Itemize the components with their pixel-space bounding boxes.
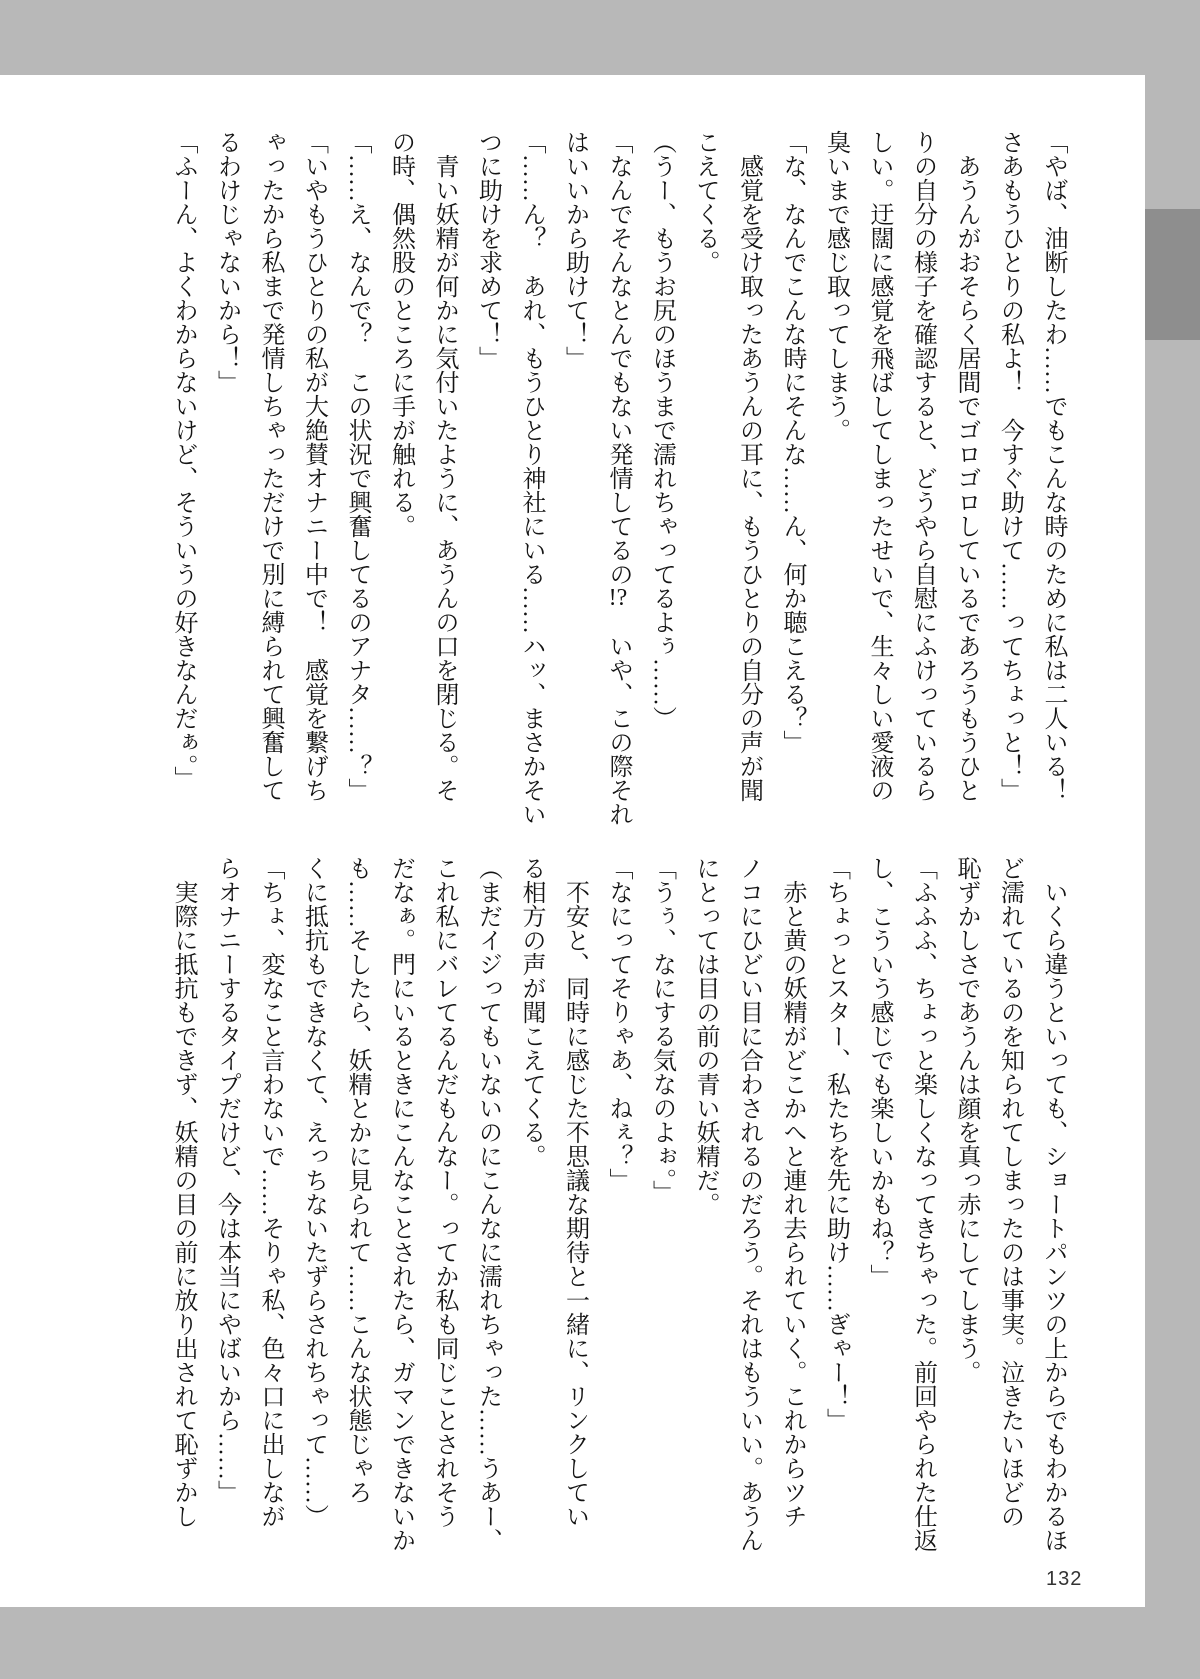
- text-column: 「な、なんでこんな時にそんな……ん、何か聴こえる？」: [779, 130, 805, 754]
- text-column: にとっては目の前の青い妖精だ。: [692, 856, 718, 1216]
- text-column: くに抵抗もできなくて、えっちないたずらされちゃって……）: [300, 856, 327, 1528]
- text-column: はいいから助けて！」: [561, 130, 588, 370]
- text-column: る相方の声が聞こえてくる。: [518, 856, 544, 1168]
- text-column: の時、偶然股のところに手が触れる。: [387, 130, 414, 538]
- text-column: （うー、もうお尻のほうまで濡れちゃってるよぅ……）: [648, 130, 675, 730]
- text-column: 感覚を受け取ったあうんの耳に、もうひとりの自分の声が聞: [735, 130, 762, 802]
- text-column: 「ちょっとスター、私たちを先に助け……ぎゃー！」: [822, 856, 849, 1432]
- paper-sheet: [0, 75, 1145, 1607]
- tatechuyoko-exclamation-question: !?: [608, 586, 628, 610]
- text-column: るわけじゃないから！」: [213, 130, 240, 394]
- text-column: 「……ん？ あれ、もうひとり神社にいる……ハッ、まさかそい: [518, 130, 544, 826]
- text-column: 青い妖精が何かに気付いたように、あうんの口を閉じる。そ: [431, 130, 457, 802]
- text-column: 実際に抵抗もできず、妖精の目の前に放り出されて恥ずかし: [170, 856, 196, 1528]
- text-column: いくら違うといっても、ショートパンツの上からでもわかるほ: [1040, 856, 1066, 1552]
- vertical-text-block-top: [161, 130, 1075, 830]
- text-column: りの自分の様子を確認すると、どうやら自慰にふけっているら: [909, 130, 936, 802]
- text-column: だなぁ。門にいるときにこんなことされたら、ガマンできないか: [387, 856, 414, 1552]
- text-column: 臭いまで感じ取ってしまう。: [822, 130, 849, 442]
- text-column: （まだイジってもいないのにこんなに濡れちゃった……うあー、: [474, 856, 501, 1552]
- text-column: 「ふふふ、ちょっと楽しくなってきちゃった。前回やられた仕返: [909, 856, 936, 1552]
- text-column: つに助けを求めて！」: [474, 130, 501, 370]
- text-column: 不安と、同時に感じた不思議な期待と一緒に、リンクしてい: [561, 856, 588, 1528]
- text-column: 「ちょ、変なこと言わないで……そりゃ私、色々口に出しなが: [257, 856, 283, 1528]
- text-column: これ私にバレてるんだもんなー。ってか私も同じことされそう: [431, 856, 457, 1528]
- text-column: こえてくる。: [692, 130, 718, 274]
- text-column: ゃったから私まで発情しちゃっただけで別に縛られて興奮して: [257, 130, 283, 802]
- text-column: 「うぅ、なにする気なのよぉ。」: [648, 856, 675, 1204]
- text-column: 「なにってそりゃあ、ねぇ？」: [605, 856, 631, 1192]
- text-column: 「やば、油断したわ……でもこんな時のために私は二人いる！: [1040, 130, 1066, 802]
- text-column: らオナニーするタイプだけど、今は本当にやばいから……」: [213, 856, 240, 1504]
- text-column: 赤と黄の妖精がどこかへと連れ去られていく。これからツチ: [779, 856, 805, 1528]
- text-column: しい。迂闊に感覚を飛ばしてしまったせいで、生々しい愛液の: [866, 130, 892, 802]
- text-column: 「……え、なんで？ この状況で興奮してるのアナタ……？」: [344, 130, 370, 802]
- text-column: あうんがおそらく居間でゴロゴロしているであろうもうひと: [953, 130, 979, 802]
- text-column: 「ふーん、よくわからないけど、そういうの好きなんだぁ。」: [170, 130, 196, 790]
- page-edge-tab: [1145, 209, 1200, 340]
- text-column: 恥ずかしさであうんは顔を真っ赤にしてしまう。: [953, 856, 979, 1384]
- vertical-text-block-bottom: [161, 856, 1075, 1556]
- text-column: ど濡れているのを知られてしまったのは事実。泣きたいほどの: [996, 856, 1023, 1528]
- text-column: 「なんでそんなとんでもない発情してるの!? いや、この際それ: [605, 130, 631, 826]
- text-column: も……そしたら、妖精とかに見られて……こんな状態じゃろ: [344, 856, 370, 1504]
- text-column: ノコにひどい目に合わされるのだろう。それはもういい。あうん: [735, 856, 762, 1552]
- page-number: 132: [1046, 1568, 1083, 1590]
- text-column: し、こういう感じでも楽しいかもね？」: [866, 856, 892, 1288]
- text-column: さあもうひとりの私よ！ 今すぐ助けて……ってちょっと！」: [996, 130, 1023, 802]
- text-column: 「いやもうひとりの私が大絶賛オナニー中で！ 感覚を繋げち: [300, 130, 327, 802]
